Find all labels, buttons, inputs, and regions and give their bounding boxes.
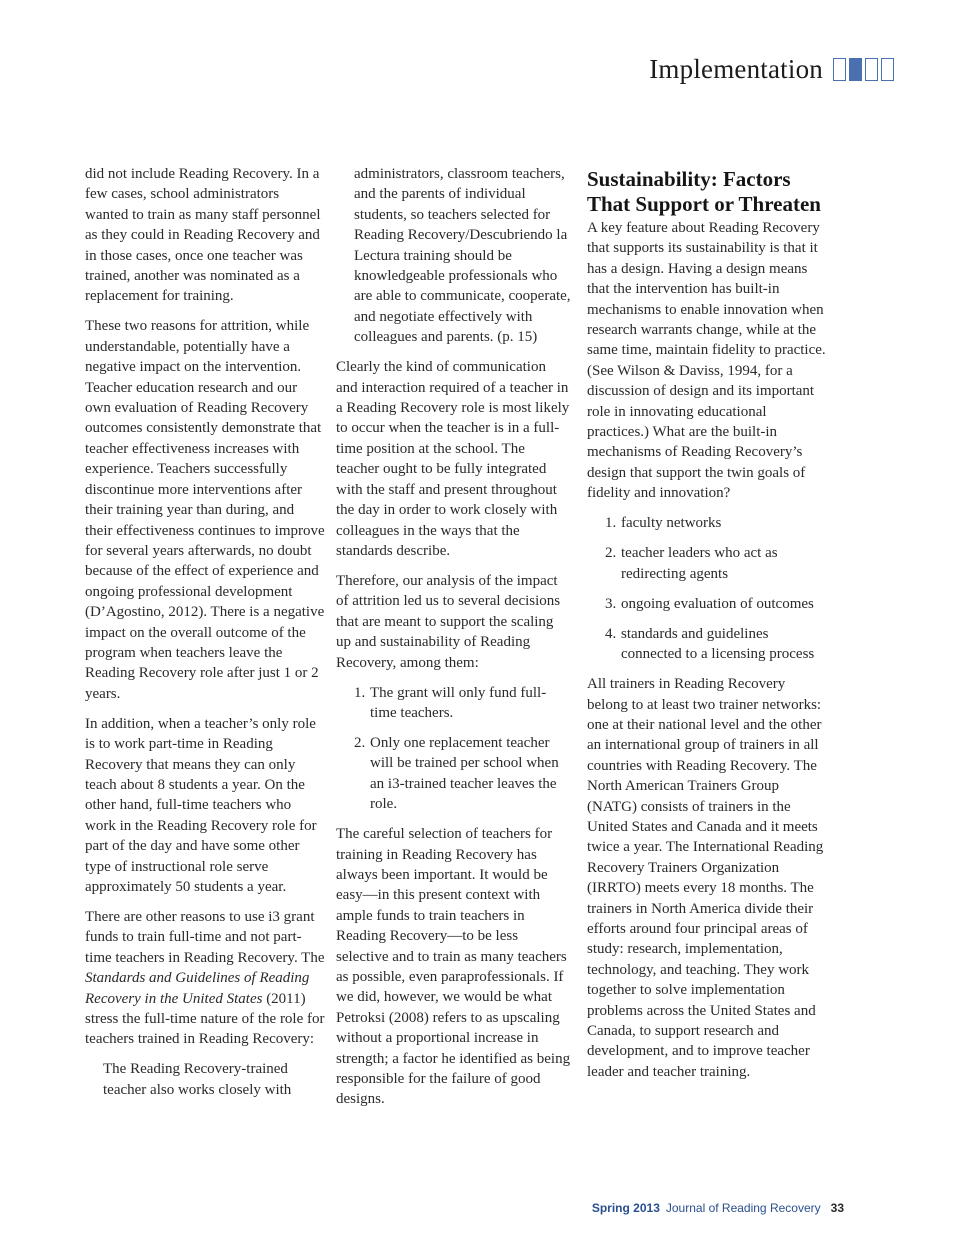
- section-title: Implementation: [649, 54, 823, 84]
- paragraph-text: (2011) stress the full-time nature of the role for teachers trained in Reading Recovery:: [85, 990, 325, 1048]
- list-text: Only one replacement teacher will be trained per school when an i3-trained teacher leaves the role.: [370, 734, 559, 813]
- footer-journal: Journal of Reading Recovery: [665, 1201, 821, 1215]
- list-item: [605, 513, 827, 533]
- mechanisms-list: [605, 513, 827, 664]
- paragraph: Clearly the kind of communication and interaction required of a teacher in a Reading Recovery role is most likely to occur when the teacher is in a full-time position at the school. The teacher ought to be fully integrated with the staff and present throughout the day in order to work closely with colleagues in the ways that the standards describe.: [336, 359, 570, 559]
- column-1: [85, 164, 325, 1110]
- list-text: faculty networks: [621, 515, 722, 532]
- paragraph-text: There are other reasons to use i3 grant funds to train full-time and not part-time teachers in Reading Recovery. The: [85, 909, 325, 966]
- block-quote: The Reading Recovery-trained teacher also works closely with: [103, 1061, 292, 1098]
- paragraph: All trainers in Reading Recovery belong to at least two trainer networks: one at their national level and the other an international group of trainers in all countries with Reading Recovery. The North American Trainers Group (NATG) consists of trainers in the United States and Canada and it meets twice a year. The International Reading Recovery Trainers Organization (IRRTO) meets every 18 months. The trainers in North America divide their efforts around four principal areas of study: research, implementation, technology, and teaching. They work together to solve implementation problems across the United States and Canada, to support research and development, and to improve teacher leader and teacher training.: [587, 676, 824, 1080]
- paragraph: Therefore, our analysis of the impact of attrition led us to several decisions that are meant to support the scaling up and sustainability of Reading Recovery, among them:: [336, 572, 561, 671]
- list-number: 2.: [605, 545, 617, 562]
- list-number: 1.: [354, 684, 366, 701]
- indicator-box-2-active: [849, 58, 862, 81]
- list-item: [354, 733, 571, 815]
- list-item: [605, 594, 827, 614]
- column-2: [336, 164, 571, 1119]
- list-item: [605, 624, 827, 665]
- page-header: [649, 54, 894, 85]
- indicator-box-4: [881, 58, 894, 81]
- indicator-box-3: [865, 58, 878, 81]
- list-number: 2.: [354, 734, 366, 751]
- list-text: ongoing evaluation of outcomes: [621, 595, 814, 612]
- list-text: The grant will only fund full-time teachers.: [370, 684, 547, 721]
- paragraph: The careful selection of teachers for training in Reading Recovery has always been important. It would be easy—in this present context with ample funds to train teachers in Reading Recovery—to be less selective and to train as many teachers as possible, even paraprofessionals. If we did, however, we would be what Petroksi (2008) refers to as upscaling without a proportional increase in strength; a factor he identified as being responsible for the failure of good designs.: [336, 826, 571, 1108]
- list-text: teacher leaders who act as redirecting agents: [621, 545, 778, 582]
- list-number: 3.: [605, 595, 617, 612]
- paragraph: In addition, when a teacher’s only role is to work part-time in Reading Recovery that means they can only teach about 8 students a year. On the other hand, full-time teachers who work in the Reading Recovery role for part of the day and have some other type of instructional role serve approximately 50 students a year.: [85, 715, 317, 895]
- list-item: [605, 543, 827, 584]
- decisions-list: [354, 683, 571, 815]
- page-footer: [592, 1201, 844, 1215]
- column-3: [587, 167, 827, 1092]
- page-number: 33: [830, 1201, 844, 1215]
- paragraph: did not include Reading Recovery. In a few cases, school administrators wanted to train as many staff personnel as they could in Reading Recovery and in those cases, once one teacher was trained, another was nominated as a replacement for training.: [85, 166, 321, 305]
- list-item: [354, 683, 571, 724]
- paragraph: [85, 907, 325, 1050]
- paragraph: These two reasons for attrition, while understandable, potentially have a negative impact on the intervention. Teacher education research and our own evaluation of Reading Recovery outcomes consistently demonstrate that teacher effectiveness increases with experience. Teachers successfully discontinue more interventions after their training year than during, and their effectiveness continues to improve for several years afterwards, no doubt because of the effect of experience and ongoing professional development (D’Agostino, 2012). There is a negative impact on the overall outcome of the program when teachers leave the Reading Recovery role after just 1 or 2 years.: [85, 318, 325, 702]
- footer-season: Spring 2013: [591, 1201, 660, 1215]
- list-number: 1.: [605, 515, 617, 532]
- paragraph: A key feature about Reading Recovery that supports its sustainability is that it has a design. Having a design means that the intervention has built-in mechanisms to enable innovation when research warrants change, while at the same time, maintain fidelity to practice. (See Wilson & Daviss, 1994, for a discussion of design and its important role in innovating educational practices.) What are the built-in mechanisms of Reading Recovery’s design that support the twin goals of fidelity and innovation?: [587, 220, 826, 502]
- block-quote-continued: administrators, classroom teachers, and the parents of individual students, so teachers selected for Reading Recovery/Descubriendo la Lectura training should be knowledgeable professionals who are able to communicate, cooperate, and negotiate effectively with colleagues and parents. (p. 15): [354, 166, 571, 346]
- section-heading: Sustainability: Factors That Support or Threaten: [587, 167, 821, 216]
- list-text: standards and guidelines connected to a licensing process: [621, 625, 815, 663]
- standards-title-italic: Standards and Guidelines of Reading Recovery in the United States: [85, 970, 310, 1007]
- section-indicator-boxes: [833, 58, 894, 81]
- indicator-box-1: [833, 58, 846, 81]
- list-number: 4.: [605, 625, 617, 642]
